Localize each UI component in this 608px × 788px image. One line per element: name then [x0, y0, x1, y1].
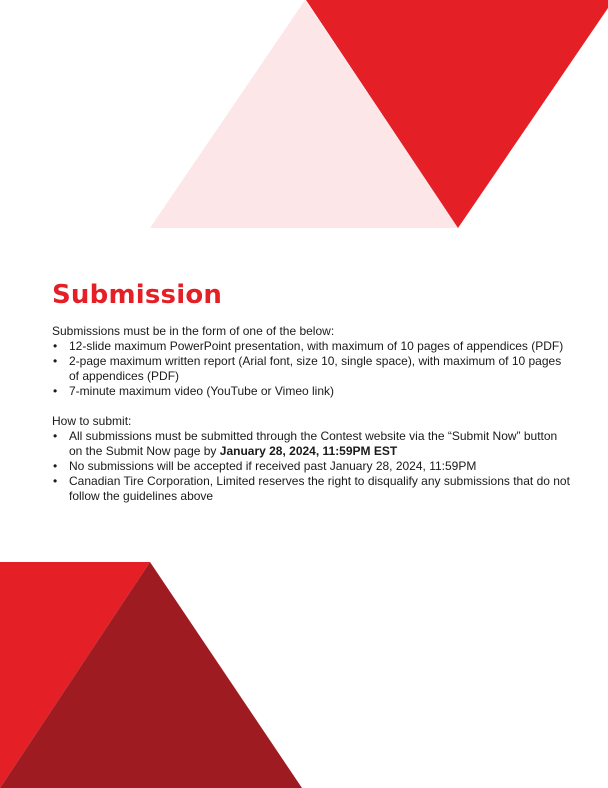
list-item: • 2-page maximum written report (Arial font, size 10, single space), with maximum of 10 pages of appendices (PDF) [52, 354, 572, 384]
deadline-text: All submissions must be submitted through the Contest website via the “Submit Now” button on the Submit Now page by [69, 429, 558, 458]
how-to-submit-list [52, 429, 572, 504]
list-item: • 7-minute maximum video (YouTube or Vimeo link) [52, 384, 572, 399]
list-item: • No submissions will be accepted if received past January 28, 2024, 11:59PM [52, 459, 572, 474]
page-title: Submission [52, 280, 223, 310]
format-intro: Submissions must be in the form of one of the below: [52, 324, 335, 338]
how-to-submit-intro: How to submit: [52, 414, 132, 428]
list-item: • Canadian Tire Corporation, Limited reserves the right to disqualify any submissions that do not follow the guidelines above [52, 474, 572, 504]
deadline-date: January 28, 2024, 11:59PM EST [219, 444, 398, 458]
list-item: • 12-slide maximum PowerPoint presentation, with maximum of 10 pages of appendices (PDF) [52, 339, 572, 354]
list-item [52, 429, 572, 459]
format-list [52, 339, 572, 399]
spacer [52, 399, 572, 414]
submission-section [52, 278, 572, 504]
